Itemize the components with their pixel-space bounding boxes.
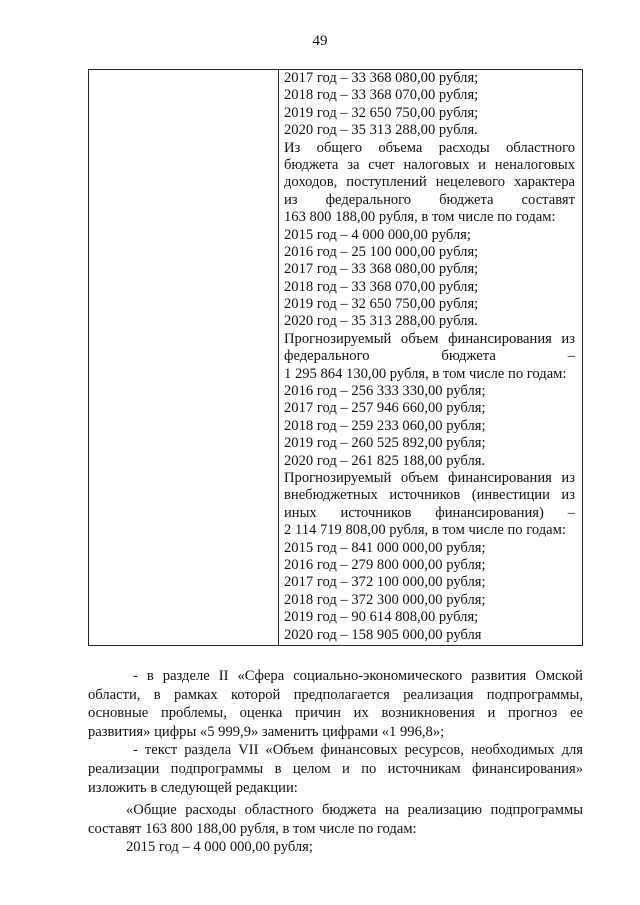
paragraph-year-2015 (88, 838, 583, 857)
document-body (88, 667, 583, 857)
cell-line: 163 800 188,00 рубля, в том числе по годам: (284, 209, 556, 226)
cell-line: 2015 год – 841 000 000,00 рубля; (284, 539, 486, 556)
cell-line: 2018 год – 259 233 060,00 рубля; (284, 417, 486, 434)
body-line: - в разделе II «Сфера социально-экономического развития Омской (133, 668, 583, 684)
cell-line: 2018 год – 372 300 000,00 рубля; (284, 591, 486, 608)
page-number: 49 (312, 33, 328, 49)
cell-line: 2016 год – 25 100 000,00 рубля; (284, 243, 479, 260)
paragraph-section-vii (88, 741, 583, 797)
cell-line: 1 295 864 130,00 рубля, в том числе по годам: (284, 365, 567, 382)
cell-line: 2019 год – 32 650 750,00 рубля; (284, 296, 479, 313)
passport-table (88, 69, 583, 646)
cell-line: 2019 год – 90 614 808,00 рубля; (284, 609, 479, 626)
body-line: развития» цифры «5 999,9» заменить цифрами «1 996,8»; (88, 723, 445, 740)
cell-line: 2020 год – 158 905 000,00 рубля (284, 626, 482, 643)
cell-line: 2016 год – 279 800 000,00 рубля; (284, 556, 486, 573)
cell-line: 2019 год – 260 525 892,00 рубля; (284, 435, 486, 452)
cell-line: 2017 год – 33 368 080,00 рубля; (284, 70, 479, 86)
body-line: «Общие расходы областного бюджета на реализацию подпрограммы (126, 802, 583, 819)
cell-line: Прогнозируемый объем финансирования из (284, 469, 575, 486)
cell-line: Прогнозируемый объем финансирования из (284, 330, 575, 347)
cell-line: федерального бюджета – (284, 348, 575, 365)
cell-line: доходов, поступлений нецелевого характера (284, 174, 575, 191)
cell-line: 2018 год – 33 368 070,00 рубля; (284, 87, 479, 104)
paragraph-section-ii (88, 667, 583, 741)
body-line: - текст раздела VII «Объем финансовых ресурсов, необходимых для (133, 742, 583, 759)
cell-line: внебюджетных источников (инвестиции из (284, 487, 575, 504)
paragraph-general-expenses (88, 801, 583, 838)
cell-line: 2019 год – 32 650 750,00 рубля; (284, 104, 479, 121)
body-line: основные проблемы, оценка причин их возникновения и прогноз ее (88, 705, 583, 722)
table-row (89, 70, 583, 646)
cell-line: 2017 год – 372 100 000,00 рубля; (284, 574, 486, 591)
body-line: области, в рамках которой предполагается реализация подпрограммы, (88, 686, 583, 703)
body-line: изложить в следующей редакции: (88, 779, 298, 796)
cell-line: из федерального бюджета составят (284, 191, 575, 208)
body-line: составят 163 800 188,00 рубля, в том числе по годам: (88, 820, 417, 837)
cell-line: 2017 год – 257 946 660,00 рубля; (284, 400, 486, 417)
cell-line: Из общего объема расходы областного (284, 139, 575, 156)
cell-line: 2015 год – 4 000 000,00 рубля; (284, 226, 471, 243)
table-right-cell (279, 70, 583, 646)
cell-line: 2020 год – 35 313 288,00 рубля. (284, 313, 478, 330)
cell-line: 2018 год – 33 368 070,00 рубля; (284, 278, 479, 295)
cell-line: бюджета за счет налоговых и неналоговых (284, 156, 575, 173)
cell-line: 2020 год – 35 313 288,00 рубля. (284, 122, 478, 139)
cell-line: 2 114 719 808,00 рубля, в том числе по годам: (284, 522, 566, 539)
table-left-cell (89, 70, 279, 646)
cell-line: иных источников финансирования) – (284, 504, 575, 521)
cell-line: 2017 год – 33 368 080,00 рубля; (284, 261, 479, 278)
cell-line: 2020 год – 261 825 188,00 рубля. (284, 452, 486, 469)
cell-line: 2016 год – 256 333 330,00 рубля; (284, 383, 486, 400)
body-line: реализации подпрограммы в целом и по источникам финансирования» (88, 760, 583, 777)
body-line: 2015 год – 4 000 000,00 рубля; (126, 839, 313, 856)
